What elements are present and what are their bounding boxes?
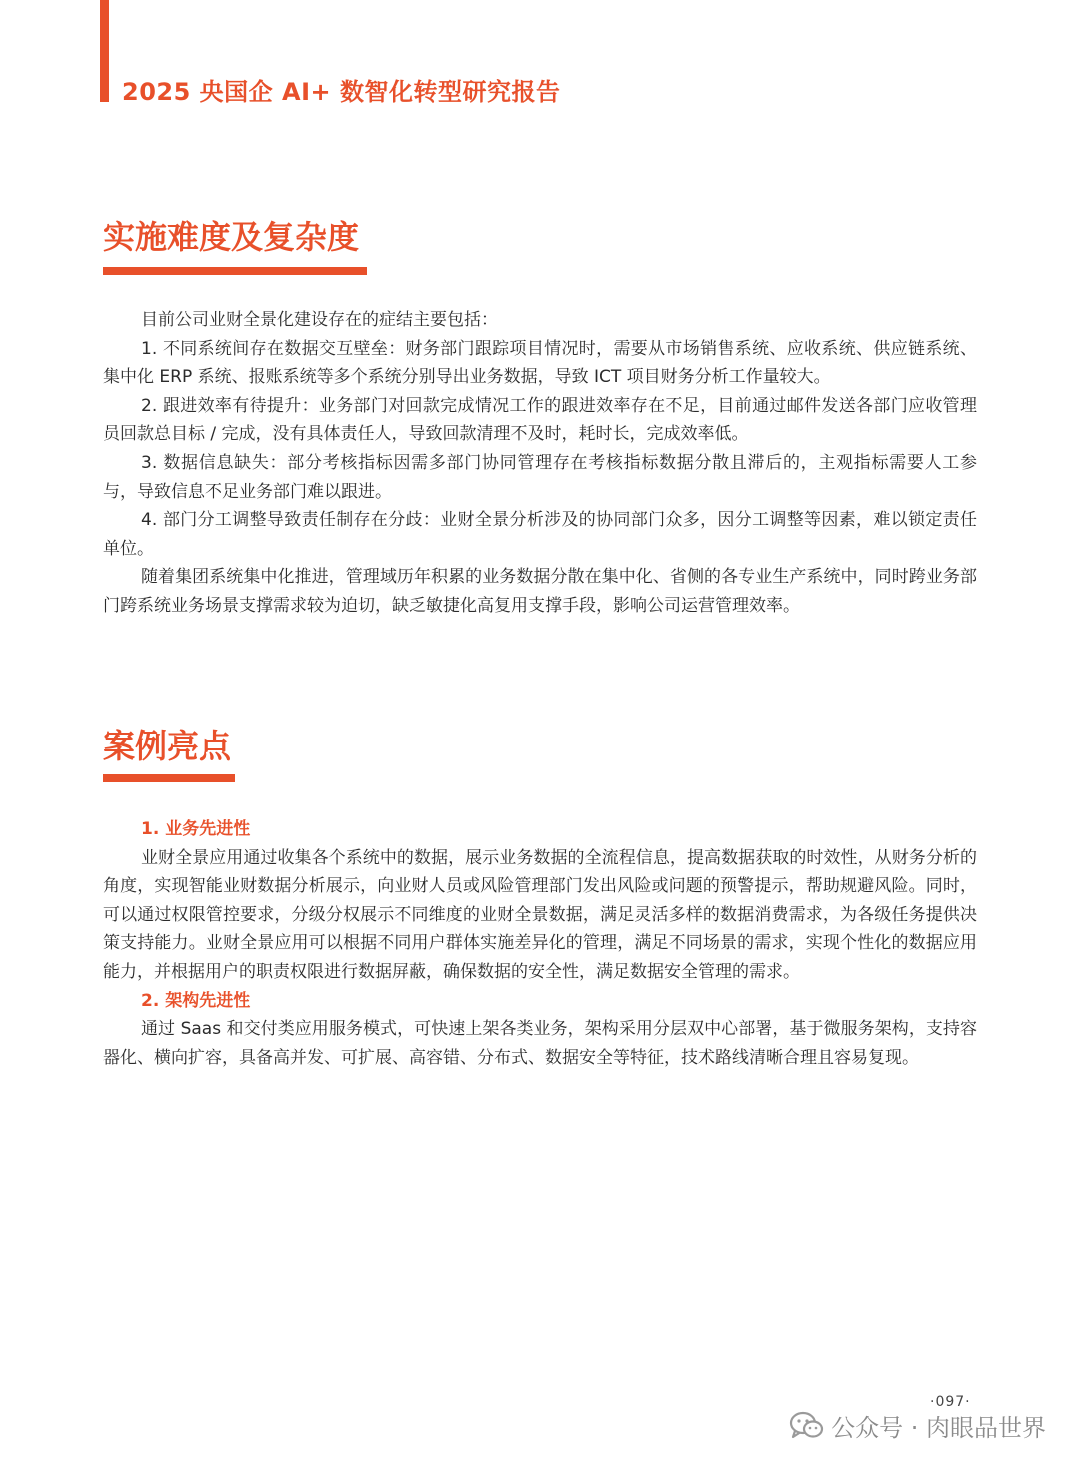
report-title: 2025 央国企 AI+ 数智化转型研究报告 [122, 78, 561, 106]
paragraph: 3. 数据信息缺失：部分考核指标因需多部门协同管理存在考核指标数据分散且滞后的，主观指标需要人工参与，导致信息不足业务部门难以跟进。 [103, 452, 977, 502]
paragraph: 1. 不同系统间存在数据交互壁垒：财务部门跟踪项目情况时，需要从市场销售系统、应收系统、供应链系统、集中化 ERP 系统、报账系统等多个系统分别导出业务数据，导致 ICT 项目财务分析工作量较大。 [103, 338, 977, 388]
page-number: ·097· [930, 1394, 971, 1410]
wechat-icon [789, 1411, 825, 1441]
section-body-difficulty [103, 306, 977, 621]
section-heading-highlights: 案例亮点 [103, 727, 232, 765]
section-heading-difficulty: 实施难度及复杂度 [103, 218, 360, 256]
paragraph: 4. 部门分工调整导致责任制存在分歧：业财全景分析涉及的协同部门众多，因分工调整等因素，难以锁定责任单位。 [103, 510, 977, 559]
sub-heading-business: 1. 业务先进性 [141, 819, 251, 839]
header-accent-bar [100, 0, 109, 102]
section-underline [103, 774, 235, 782]
paragraph: 通过 Saas 和交付类应用服务模式，可快速上架各类业务，架构采用分层双中心部署，基于微服务架构，支持容器化、横向扩容，具备高并发、可扩展、高容错、分布式、数据安全等特征，技术路线清晰合理且容易复现。 [103, 1019, 977, 1068]
paragraph: 业财全景应用通过收集各个系统中的数据，展示业务数据的全流程信息，提高数据获取的时效性，从财务分析的角度，实现智能业财数据分析展示，向业财人员或风险管理部门发出风险或问题的预警提示，帮助规避风险。同时，可以通过权限管控要求，分级分权展示不同维度的业财全景数据，满足灵活多样的数据消费需求，为各级任务提供决策支持能力。业财全景应用可以根据不同用户群体实施差异化的管理，满足不同场景的需求，实现个性化的数据应用能力，并根据用户的职责权限进行数据屏蔽，确保数据的安全性，满足数据安全管理的需求。 [103, 847, 977, 982]
section-underline [103, 267, 367, 275]
watermark-text: 公众号 · 肉眼品世界 [831, 1414, 1046, 1442]
paragraph: 2. 跟进效率有待提升：业务部门对回款完成情况工作的跟进效率存在不足，目前通过邮件发送各部门应收管理员回款总目标 / 完成，没有具体责任人，导致回款清理不及时，耗时长，完成效率低。 [103, 395, 977, 445]
section-body-highlights [103, 815, 977, 1072]
paragraph: 随着集团系统集中化推进，管理域历年积累的业务数据分散在集中化、省侧的各专业生产系统中，同时跨业务部门跨系统业务场景支撑需求较为迫切，缺乏敏捷化高复用支撑手段，影响公司运营管理效率。 [103, 567, 977, 616]
watermark [789, 1408, 1046, 1443]
paragraph: 目前公司业财全景化建设存在的症结主要包括： [141, 310, 498, 330]
sub-heading-architecture: 2. 架构先进性 [141, 990, 251, 1011]
